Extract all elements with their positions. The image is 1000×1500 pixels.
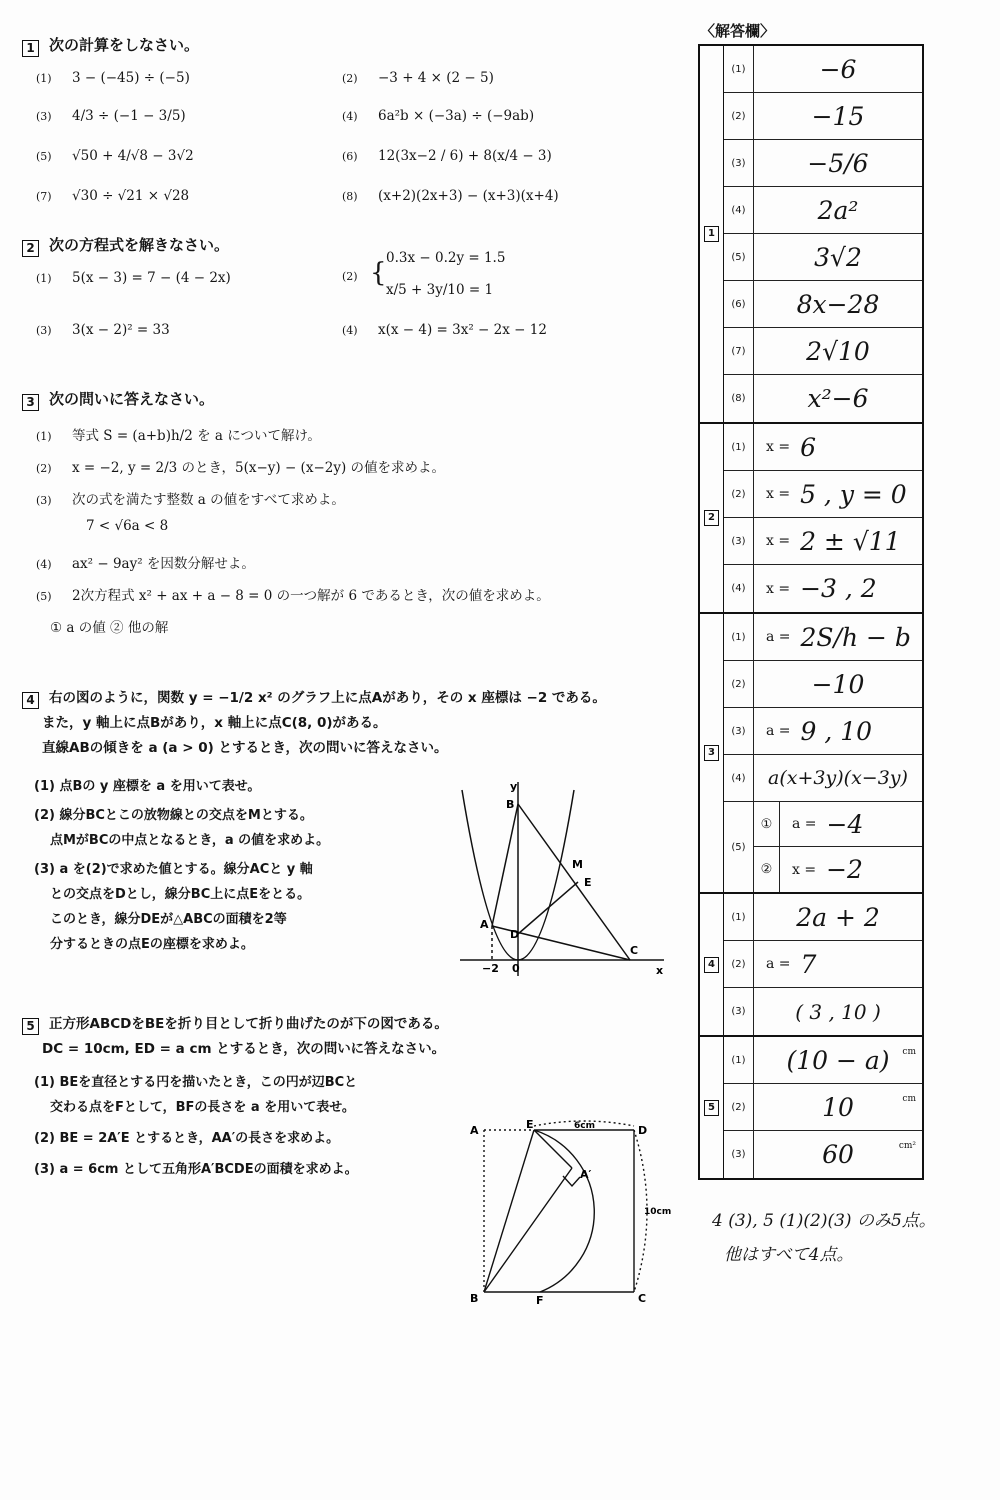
point-b-label: B: [506, 798, 515, 811]
problem-item: (2) −3 + 4 × (2 − 5): [342, 70, 494, 86]
section-number: 5: [22, 1018, 39, 1035]
answer-sheet: [698, 44, 924, 1180]
scoring-note-2: 他はすべて4点。: [724, 1245, 854, 1265]
problem-item: (3) 4/3 ÷ (−1 − 3/5): [36, 108, 186, 124]
answer-row: (6) 8x−28: [724, 281, 922, 328]
axis-label-y: y: [510, 780, 518, 793]
answer-group-5: [700, 1037, 922, 1178]
answer-row: (4) a(x+3y)(x−3y): [724, 755, 922, 802]
answer-row: (7) 2√10: [724, 328, 922, 375]
answer-row: (2) x = 5 , y = 0: [724, 471, 922, 518]
problem-item: (1) 5(x − 3) = 7 − (4 − 2x): [36, 270, 231, 286]
brace: {: [370, 258, 387, 288]
section-title: 次の計算をしなさい。: [49, 36, 200, 54]
question: (3) a = 6cm として五角形A′BCDEの面積を求めよ。: [34, 1162, 358, 1177]
problem-item: (4) 6a²b × (−3a) ÷ (−9ab): [342, 108, 535, 124]
axis-label-x: x: [656, 964, 664, 977]
point-d-label: D: [510, 928, 520, 941]
point-a-label: A: [480, 918, 489, 931]
origin-label: 0: [512, 962, 520, 975]
question-cont: 分するときの点Eの座標を求めよ。: [50, 937, 254, 952]
problem-item: (4) ax² − 9ay² を因数分解せよ。: [36, 556, 255, 572]
answer-row: (4) 2a²: [724, 187, 922, 234]
folded-square-figure: [462, 1116, 684, 1306]
question: (2) 線分BCとこの放物線との交点をMとする。: [34, 808, 313, 823]
problem-item: (2) x = −2, y = 2/3 のとき，5(x−y) − (x−2y) の値を求めよ。: [36, 460, 446, 476]
point-m-label: M: [572, 858, 583, 871]
point-d-label: D: [638, 1124, 648, 1137]
equation-line: x/5 + 3y/10 = 1: [386, 282, 494, 298]
side-ab: [484, 1168, 572, 1292]
section-number: 1: [22, 40, 39, 57]
question: (1) BEを直径とする円を描いたとき，この円が辺BCと: [34, 1075, 358, 1090]
parabola-figure: [452, 776, 670, 980]
answer-row: (1) −6: [724, 46, 922, 93]
question: (1) 点Bの y 座標を a を用いて表せ。: [34, 779, 261, 794]
problem-item: (7) √30 ÷ √21 × √28: [36, 188, 190, 204]
point-c-label: C: [638, 1292, 647, 1305]
answer-row: (3) x = 2 ± √11: [724, 518, 922, 565]
section-5-questions: [34, 1070, 358, 1182]
answer-row: (1) x = 6: [724, 424, 922, 471]
answer-row: (1) (10 − a) cm: [724, 1037, 922, 1084]
label-10cm: 10cm: [644, 1207, 672, 1217]
section-number: 2: [22, 240, 39, 257]
label-6cm: 6cm: [574, 1121, 595, 1131]
group-number: 3: [704, 745, 719, 761]
problem-item: 7 < √6a < 8: [86, 518, 169, 534]
point-f-label: F: [536, 1294, 544, 1306]
answer-row: (3) −5/6: [724, 140, 922, 187]
line-de: [518, 882, 578, 934]
point-e-label: E: [584, 876, 592, 889]
question-cont: との交点をDとし，線分BC上に点Eをとる。: [50, 887, 311, 902]
problem-item: (5) √50 + 4/√8 − 3√2: [36, 148, 194, 164]
section-2-heading: [22, 234, 229, 257]
problem-item: (8) (x+2)(2x+3) − (x+3)(x+4): [342, 188, 559, 204]
point-a-label: A: [470, 1124, 479, 1137]
point-a-prime-label: A′: [580, 1168, 592, 1181]
problem-item: ① a の値 ② 他の解: [50, 620, 169, 636]
answer-group-1: [700, 46, 922, 424]
answer-row: (2) a = 7: [724, 941, 922, 988]
group-number: 4: [704, 957, 719, 973]
fold-be: [484, 1130, 534, 1292]
answer-row: (3) a = 9 , 10: [724, 708, 922, 755]
group-number: 2: [704, 510, 719, 526]
answer-row: (2) −15: [724, 93, 922, 140]
problem-item: (5) 2次方程式 x² + ax + a − 8 = 0 の一つ解が 6 であるとき，次の値を求めよ。: [36, 588, 550, 604]
equation-line: 0.3x − 0.2y = 1.5: [386, 250, 506, 266]
line-ab: [492, 804, 518, 926]
semicircle-arc: [534, 1130, 594, 1292]
answer-group-4: [700, 894, 922, 1037]
problem-item: (3) 3(x − 2)² = 33: [36, 322, 170, 338]
section-5-intro: 5 正方形ABCDをBEを折り目として折り曲げたのが下の図である。 DC = 10cm, ED = a cm とするとき，次の問いに答えなさい。: [22, 1012, 448, 1062]
section-4-intro: 4 右の図のように，関数 y = −1/2 x² のグラフ上に点Aがあり，その x 座標は −2 である。 また，y 軸上に点Bがあり，x 軸上に点C(8, 0)がある。 直線ABの傾きを a (a > 0) とするとき，次の問いに答えなさい。: [22, 686, 606, 761]
section-number: 4: [22, 692, 39, 709]
problem-item: (3) 次の式を満たす整数 a の値をすべて求めよ。: [36, 492, 345, 508]
question-cont: 交わる点をFとして，BFの長さを a を用いて表せ。: [50, 1100, 355, 1115]
problem-item: (6) 12(3x−2 / 6) + 8(x/4 − 3): [342, 148, 552, 164]
answer-row: (1) 2a + 2: [724, 894, 922, 941]
group-number: 1: [704, 226, 719, 242]
question: (3) a を(2)で求めた値とする。線分ACと y 軸: [34, 862, 313, 877]
question: (2) BE = 2A′E とするとき，AA′の長さを求めよ。: [34, 1131, 340, 1146]
point-c-label: C: [630, 944, 639, 957]
problem-item: (1) 等式 S = (a+b)h/2 を a について解け。: [36, 428, 321, 444]
question-cont: 点MがBCの中点となるとき，a の値を求めよ。: [50, 833, 330, 848]
answer-sheet-title: 〈解答欄〉: [700, 22, 776, 40]
answer-row: (3) 60 cm²: [724, 1131, 922, 1178]
group-number: 5: [704, 1100, 719, 1116]
section-3-heading: [22, 388, 214, 411]
answer-row: (5) ① a = −4 ② x = −2: [724, 802, 922, 892]
section-number: 3: [22, 394, 39, 411]
problem-item: (2): [342, 270, 358, 283]
answer-group-3: [700, 614, 922, 894]
scoring-note-1: 4 (3), 5 (1)(2)(3) のみ5点。: [712, 1211, 936, 1231]
section-title: 次の問いに答えなさい。: [49, 390, 215, 408]
answer-row: (3) ( 3 , 10 ): [724, 988, 922, 1035]
answer-row: (4) x = −3 , 2: [724, 565, 922, 612]
answer-row: (2) −10: [724, 661, 922, 708]
section-4-questions: [34, 774, 329, 957]
point-e-label: E: [526, 1118, 534, 1131]
problem-item: (1) 3 − (−45) ÷ (−5): [36, 70, 190, 86]
section-title: 次の方程式を解きなさい。: [49, 236, 230, 254]
answer-row: (2) 10 cm: [724, 1084, 922, 1131]
answer-row: (8) x²−6: [724, 375, 922, 422]
answer-group-2: [700, 424, 922, 614]
problem-item: (4) x(x − 4) = 3x² − 2x − 12: [342, 322, 547, 338]
section-1-heading: [22, 34, 199, 57]
answer-row: (1) a = 2S/h − b: [724, 614, 922, 661]
point-b-label: B: [470, 1292, 479, 1305]
tick-minus2: −2: [482, 962, 499, 975]
question-cont: このとき，線分DEが△ABCの面積を2等: [50, 912, 287, 927]
answer-row: (5) 3√2: [724, 234, 922, 281]
